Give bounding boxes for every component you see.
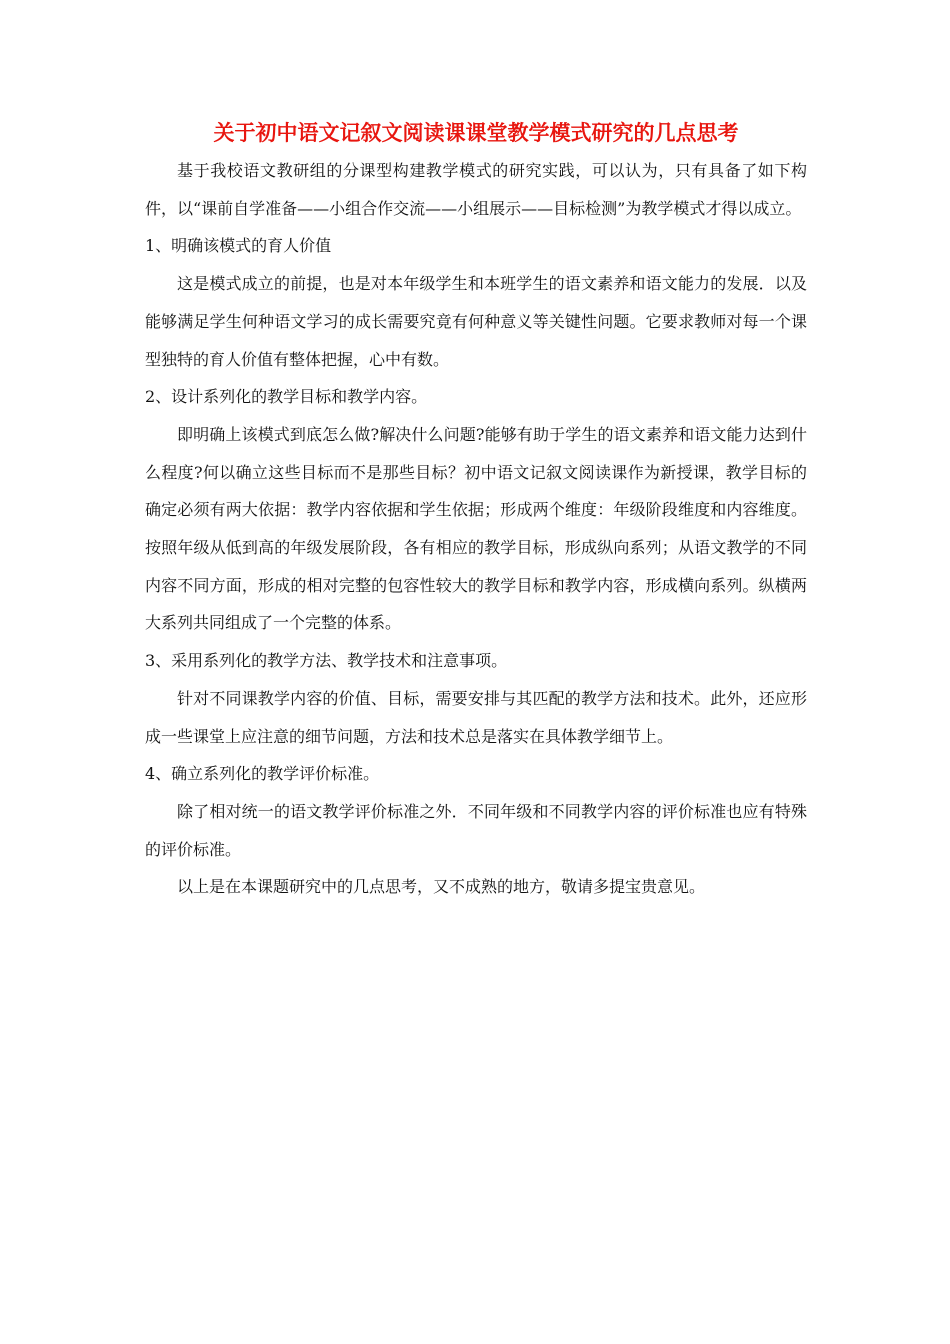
section-body-2: 即明确上该模式到底怎么做?解决什么问题?能够有助于学生的语文素养和语文能力达到什么程度?何以确立这些目标而不是那些目标？初中语文记叙文阅读课作为新授课，教学目标的确定必须有两大依据：教学内容依据和学生依据；形成两个维度：年级阶段维度和内容维度。按照年级从低到高的年级发展阶段，各有相应的教学目标，形成纵向系列；从语文教学的不同内容不同方面，形成的相对完整的包容性较大的教学目标和教学内容，形成横向系列。纵横两大系列共同组成了一个完整的体系。 bbox=[145, 424, 807, 633]
document-page bbox=[145, 118, 807, 906]
section-heading-3: 3、采用系列化的教学方法、教学技术和注意事项。 bbox=[145, 651, 508, 671]
section-heading-4: 4、确立系列化的教学评价标准。 bbox=[145, 764, 380, 784]
section-body-1: 这是模式成立的前提，也是对本年级学生和本班学生的语文素养和语文能力的发展．以及能够满足学生何种语文学习的成长需要究竟有何种意义等关键性问题。它要求教师对每一个课型独特的育人价值有整体把握，心中有数。 bbox=[145, 274, 807, 369]
section-heading-1: 1、明确该模式的育人价值 bbox=[145, 236, 332, 256]
section-body-4: 除了相对统一的语文教学评价标准之外．不同年级和不同教学内容的评价标准也应有特殊的评价标准。 bbox=[145, 801, 807, 859]
intro-paragraph: 基于我校语文教研组的分课型构建教学模式的研究实践，可以认为，只有具备了如下构件，以“课前自学准备——小组合作交流——小组展示——目标检测”为教学模式才得以成立。 bbox=[145, 161, 807, 218]
document-title: 关于初中语文记叙文阅读课课堂教学模式研究的几点思考 bbox=[213, 120, 739, 145]
section-heading-2: 2、设计系列化的教学目标和教学内容。 bbox=[145, 387, 428, 407]
section-body-3: 针对不同课教学内容的价值、目标，需要安排与其匹配的教学方法和技术。此外，还应形成一些课堂上应注意的细节问题，方法和技术总是落实在具体教学细节上。 bbox=[145, 688, 807, 746]
closing-paragraph: 以上是在本课题研究中的几点思考，又不成熟的地方，敬请多提宝贵意见。 bbox=[177, 877, 706, 897]
